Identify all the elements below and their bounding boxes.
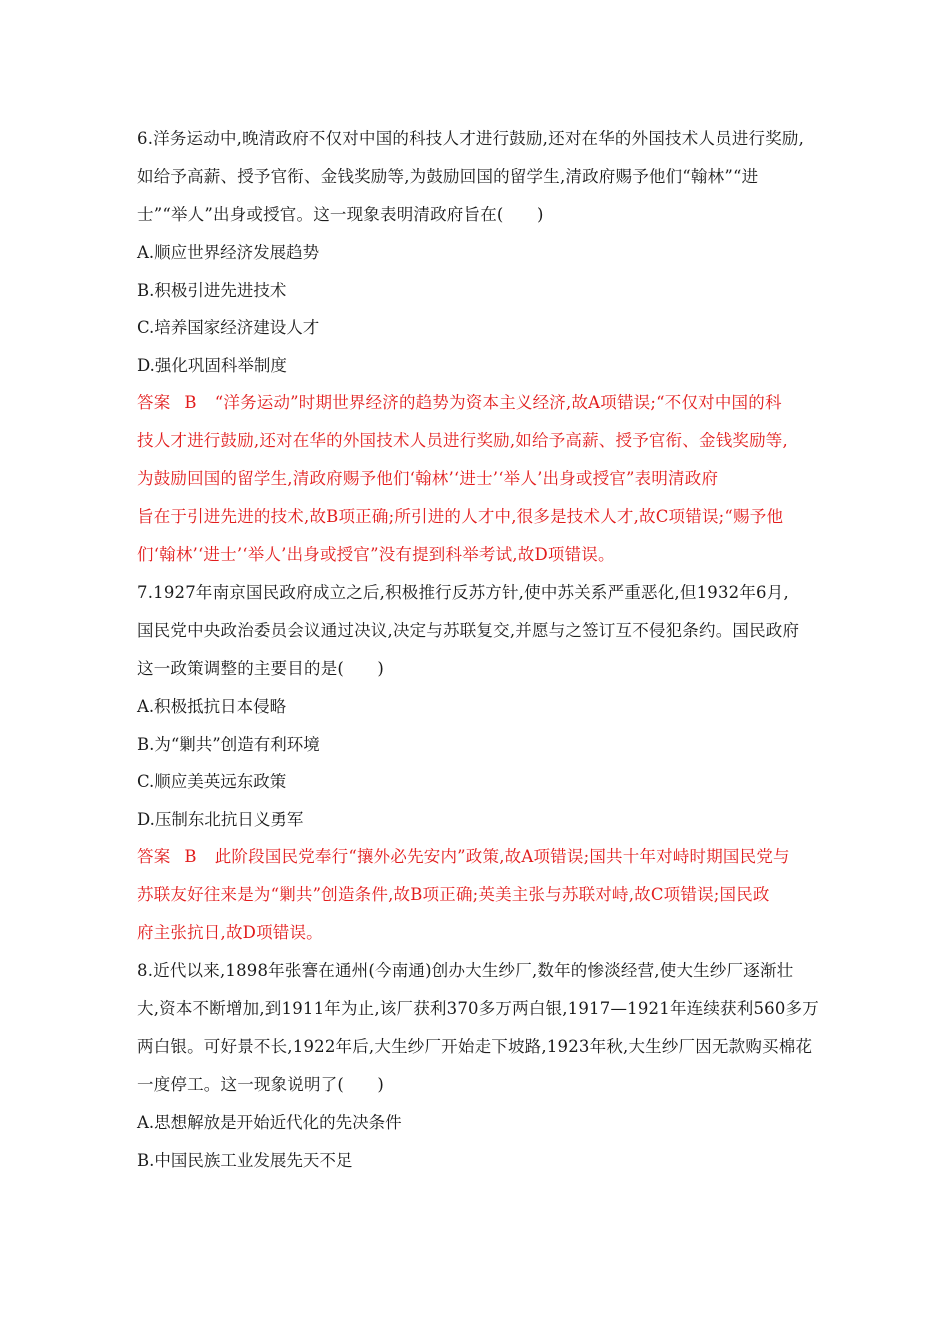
stem-line: 6.洋务运动中,晚清政府不仅对中国的科技人才进行鼓励,还对在华的外国技术人员进行奖励, (137, 129, 805, 148)
answer-line: 们‘翰林’‘进士’‘举人’出身或授官”没有提到科举考试,故D项错误。 (137, 545, 615, 564)
option-a: A.积极抵抗日本侵略 (137, 697, 287, 716)
stem-line: 士”“举人”出身或授官。这一现象表明清政府旨在( ) (137, 205, 544, 224)
stem-line: 8.近代以来,1898年张謇在通州(今南通)创办大生纱厂,数年的惨淡经营,使大生纱厂逐渐壮 (137, 961, 794, 980)
answer-text: 此阶段国民党奉行“攘外必先安内”政策,故A项错误;国共十年对峙时期国民党与 (214, 847, 790, 866)
answer-line: 苏联友好往来是为“剿共”创造条件,故B项正确;英美主张与苏联对峙,故C项错误;国民政 (137, 885, 770, 904)
option-b: B.中国民族工业发展先天不足 (137, 1150, 353, 1170)
answer-line: 为鼓励回国的留学生,清政府赐予他们‘翰林’‘进士’‘举人’出身或授官”表明清政府 (137, 469, 719, 488)
document-page (137, 120, 817, 1179)
stem-line: 如给予高薪、授予官衔、金钱奖励等,为鼓励回国的留学生,清政府赐予他们“翰林”“进 (137, 167, 759, 186)
answer-explanation (137, 384, 817, 574)
option-b: B.为“剿共”创造有利环境 (137, 734, 320, 754)
stem-line: 这一政策调整的主要目的是( ) (137, 659, 385, 678)
option-d: D.强化巩固科举制度 (137, 355, 287, 375)
answer-key: B (184, 847, 197, 866)
answer-label: 答案 (137, 393, 171, 412)
stem-line: 大,资本不断增加,到1911年为止,该厂获利370多万两白银,1917—1921年连续获利560多万 (137, 999, 819, 1018)
stem-line: 国民党中央政治委员会议通过决议,决定与苏联复交,并愿与之签订互不侵犯条约。国民政府 (137, 621, 800, 640)
question-stem (137, 120, 817, 234)
answer-line (137, 384, 817, 422)
option-a: A.顺应世界经济发展趋势 (137, 243, 320, 262)
answer-line (137, 838, 817, 876)
answer-line: 技人才进行鼓励,还对在华的外国技术人员进行奖励,如给予高薪、授予官衔、金钱奖励等, (137, 431, 788, 450)
answer-explanation (137, 838, 817, 952)
answer-line: 旨在于引进先进的技术,故B项正确;所引进的人才中,很多是技术人才,故C项错误;“赐予他 (137, 507, 784, 526)
stem-line: 一度停工。这一现象说明了( ) (137, 1075, 385, 1094)
question-stem (137, 574, 817, 688)
stem-line: 7.1927年南京国民政府成立之后,积极推行反苏方针,使中苏关系严重恶化,但1932年6月, (137, 583, 789, 602)
answer-key: B (184, 393, 197, 412)
question-stem (137, 952, 817, 1104)
option-c: C.顺应美英远东政策 (137, 772, 287, 791)
option-b: B.积极引进先进技术 (137, 280, 287, 300)
stem-line: 两白银。可好景不长,1922年后,大生纱厂开始走下坡路,1923年秋,大生纱厂因无款购买棉花 (137, 1037, 813, 1056)
answer-text: “洋务运动”时期世界经济的趋势为资本主义经济,故A项错误;“不仅对中国的科 (214, 393, 782, 412)
option-d: D.压制东北抗日义勇军 (137, 809, 304, 829)
answer-line: 府主张抗日,故D项错误。 (137, 923, 323, 942)
option-a: A.思想解放是开始近代化的先决条件 (137, 1113, 402, 1132)
question-6 (137, 120, 817, 574)
option-c: C.培养国家经济建设人才 (137, 318, 320, 337)
question-8 (137, 952, 817, 1179)
question-7 (137, 574, 817, 952)
answer-label: 答案 (137, 847, 171, 866)
